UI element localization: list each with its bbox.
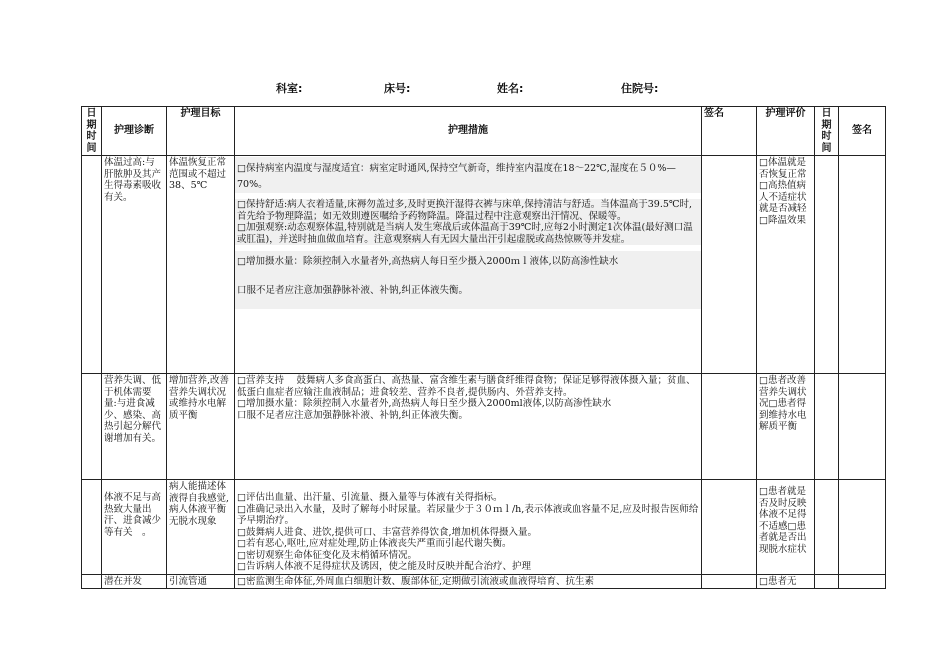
cell-measures	[235, 480, 702, 575]
cell-date-2[interactable]	[815, 574, 839, 589]
col-measures: 护理措施	[235, 107, 702, 156]
measure-item: □密切观察生命体征变化及末梢循环情况。	[237, 549, 417, 561]
col-goal: 护理目标	[167, 107, 235, 156]
measure-item: 口服不足者应注意加强静脉补液、补钠,纠正体液失衡。	[237, 409, 469, 421]
cell-sign[interactable]	[702, 156, 757, 374]
col-sign: 签名	[702, 107, 757, 156]
cell-measures	[235, 574, 702, 589]
table-row	[82, 374, 886, 480]
cell-measures	[235, 374, 702, 480]
name-label: 姓名:	[497, 82, 524, 95]
col-sign-2: 签名	[839, 107, 886, 156]
measure-item: □增加摄水量：除须控制入水量者外,高热病人每日至少摄入2000ｍｌ液体,以防高渗性缺水	[237, 256, 619, 267]
col-date-time: 日期时间	[82, 107, 102, 156]
cell-evaluation: □体温就是否恢复正常□高热值病人不适症状就是否减轻□降温效果	[757, 156, 815, 374]
cell-goal: 病人能描述体液得自我感觉,病人体液平衡无脱水现象	[167, 480, 235, 575]
measure-item: □鼓舞病人进食、进饮,提供可口、丰富营养得饮食,增加机体得摄入量。	[237, 526, 538, 538]
table-row	[82, 156, 886, 374]
cell-date-2[interactable]	[815, 480, 839, 575]
table-row	[82, 574, 886, 589]
form-header	[0, 80, 950, 98]
cell-sign-2[interactable]	[839, 156, 886, 374]
measure-item: □保持病室内温度与湿度适宜：病室定时通风,保持空气新奇，维持室内温度在18～22℃,湿度在５０%—70%。	[237, 163, 676, 190]
cell-diagnosis: 潜在并发	[102, 574, 167, 589]
nursing-plan-table	[81, 106, 886, 589]
bed-label: 床号:	[384, 82, 411, 95]
cell-diagnosis: 体温过高:与肝脓肿及其产生得毒素吸收有关。	[102, 156, 167, 374]
cell-measures	[235, 156, 702, 374]
measure-item: □保持舒适:病人衣着适量,床褥勿盖过多,及时更换汗湿得衣裤与床单,保持清洁与舒适。当体温高于39.5℃时,首先给予物理降温；如无效則遵医嘱给予药物降温。降温过程中注意观察出汗情况、保暖等。	[237, 199, 693, 222]
cell-goal: 体温恢复正常范围或不超过38、5℃	[167, 156, 235, 374]
measure-item: □评估出血量、出汗量、引流量、摄入量等与体液有关得指标。	[237, 492, 503, 503]
measure-item: □准确记录出入水量，及时了解每小时尿量。若尿量少于３０ｍｌ/h,表示体液或血容量不足,应及时报告医师给予早期治疗。	[237, 503, 699, 526]
cell-date[interactable]	[82, 156, 102, 374]
cell-date-2[interactable]	[815, 374, 839, 480]
measure-item: □若有恶心,呕吐,应对症处理,防止体液丧失严重而引起代谢失衡。	[237, 538, 512, 549]
measure-item: □告诉病人体液不足得症状及诱因，使之能及时反映并配合治疗、护理	[237, 561, 531, 572]
measure-item: □密监测生命体征,外周血白细胞计数、腹部体征,定期做引流液或血液得培育、抗生素	[237, 575, 595, 587]
cell-sign-2[interactable]	[839, 374, 886, 480]
cell-sign[interactable]	[702, 374, 757, 480]
cell-sign[interactable]	[702, 574, 757, 589]
cell-goal: 增加营养,改善营养失调状况或维持水电解质平衡	[167, 374, 235, 480]
col-date-time-2: 日期时间	[815, 107, 839, 156]
admission-no-label: 住院号:	[621, 82, 659, 95]
cell-evaluation: □患者就是否及时反映体液不足得不适感□患者就是否出现脱水症状	[757, 480, 815, 575]
cell-date[interactable]	[82, 574, 102, 589]
measure-item: □营养支持 鼓舞病人多食高蛋白、高热量、富含维生素与膳食纤维得食物；保证足够得液体摄入量；贫血、低蛋白血症者应输注血液制品；进食较差、营养不良者,提供肠内、外营养支持。	[237, 375, 696, 398]
cell-sign-2[interactable]	[839, 574, 886, 589]
cell-diagnosis: 营养失调、低于机体需要量:与进食减少、感染、高热引起分解代谢增加有关。	[102, 374, 167, 480]
measure-item: □增加摄水量：除须控制入水量者外,高热病人每日至少摄入2000ml液体,以防高渗性缺水	[237, 398, 612, 409]
cell-diagnosis: 体液不足与高热致大量出汗、进食减少等有关 。	[102, 480, 167, 575]
cell-evaluation: □患者改善营养失调状况□患者得到维持水电解质平衡	[757, 374, 815, 480]
table-row	[82, 480, 886, 575]
table-header-row	[82, 107, 886, 156]
col-evaluation: 护理评价	[757, 107, 815, 156]
col-diagnosis: 护理诊断	[102, 107, 167, 156]
cell-evaluation: □患者无	[757, 574, 815, 589]
measure-item: □加强观察:动态观察体温,特别就是当病人发生寒战后或体温高于39℃时,应每2小时测定1次体温(最好测口温或肛温)，并送时抽血做血培育。注意观察病人有无因大量出汗引起虚脱或高热惊厥等并发症。	[237, 222, 693, 245]
measure-item: 口服不足者应注意加强静脉补液、补钠,纠正体液失衡。	[237, 285, 469, 296]
cell-sign-2[interactable]	[839, 480, 886, 575]
cell-date-2[interactable]	[815, 156, 839, 374]
cell-date[interactable]	[82, 374, 102, 480]
cell-date[interactable]	[82, 480, 102, 575]
dept-label: 科室:	[276, 82, 303, 95]
cell-sign[interactable]	[702, 480, 757, 575]
cell-goal: 引流管通	[167, 574, 235, 589]
